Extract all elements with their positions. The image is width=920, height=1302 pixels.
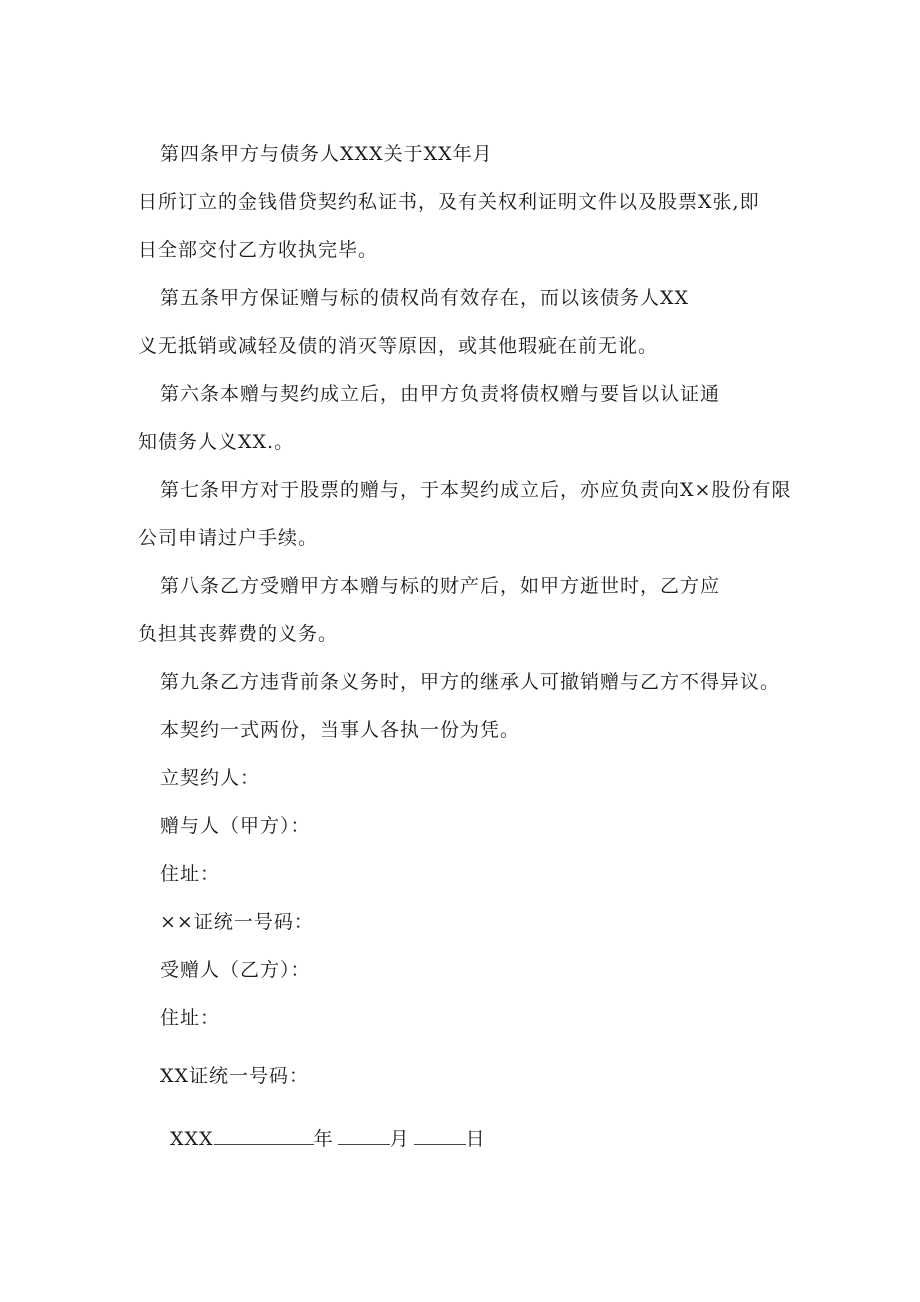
signature-blank	[214, 1126, 314, 1145]
article-6-line-1: 第六条本赠与契约成立后，由甲方负责将债权赠与要旨以认证通	[160, 383, 721, 405]
month-label: 月	[389, 1128, 410, 1150]
parties-heading: 立契约人：	[160, 767, 261, 789]
month-blank	[338, 1126, 390, 1145]
donor-id-label: ××证统一号码：	[160, 911, 314, 933]
article-5-line-1: 第五条甲方保证赠与标的债权尚有效存在，而以该债务人XX	[160, 287, 690, 309]
donee-label: 受赠人（乙方）：	[160, 959, 311, 981]
signature-prefix: XXX	[170, 1128, 214, 1150]
article-8-line-2: 负担其丧葬费的义务。	[138, 623, 339, 645]
article-4-line-2: 日所订立的金钱借贷契约私证书，及有关权利证明文件以及股票X张,即	[138, 191, 760, 213]
article-9-line: 第九条乙方违背前条义务时，甲方的继承人可撤销赠与乙方不得异议。	[160, 671, 781, 693]
day-blank	[414, 1126, 466, 1145]
year-label: 年	[313, 1128, 334, 1150]
donee-address-label: 住址：	[160, 1007, 221, 1029]
donor-address-label: 住址：	[160, 863, 221, 885]
signature-date-line	[170, 1126, 486, 1151]
article-8-line-1: 第八条乙方受赠甲方本赠与标的财产后，如甲方逝世时，乙方应	[160, 575, 721, 597]
article-7-line-1: 第七条甲方对于股票的赠与，于本契约成立后，亦应负责向X×股份有限	[160, 479, 792, 501]
copies-clause: 本契约一式两份，当事人各执一份为凭。	[160, 719, 521, 741]
article-7-line-2: 公司申请过户手续。	[138, 527, 319, 549]
donee-id-label: XX证统一号码：	[160, 1065, 310, 1087]
day-label: 日	[465, 1128, 486, 1150]
article-4-line-1: 第四条甲方与债务人XXX关于XX年月	[160, 143, 493, 165]
article-5-line-2: 义无抵销或减轻及债的消灭等原因，或其他瑕疵在前无讹。	[138, 335, 659, 357]
article-4-line-3: 日全部交付乙方收执完毕。	[138, 239, 379, 261]
article-6-line-2: 知债务人义XX.。	[138, 431, 295, 453]
donor-label: 赠与人（甲方）：	[160, 815, 311, 837]
